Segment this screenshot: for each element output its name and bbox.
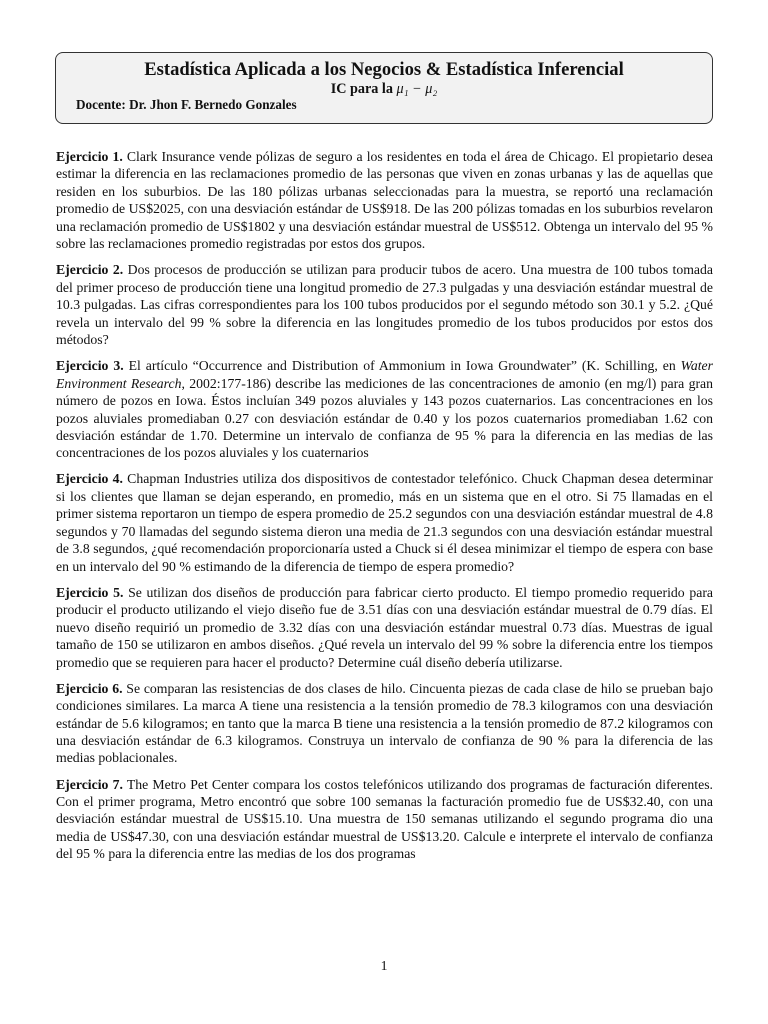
exercise-text: Chapman Industries utiliza dos dispositivos de contestador telefónico. Chuck Chapman desea determinar si los clientes que llaman se dejan esperando, en promedio, más en un sistema que en el otro. Si 75 llamadas en el primer sistema reportaron un tiempo de espera promedio de 25.2 segundos con una desviación estándar muestral de 4.8 segundos y 70 llamadas del segundo sistema dieron una media de 21.3 segundos con una desviación estándar muestral de 3.8 segundos, ¿qué recomendación proporcionaría usted a Chuck si él desea minimizar el tiempo de espera con base en un intervalo del 90 % estimando de la diferencia de tiempo de espera promedio?: [56, 471, 714, 574]
subtitle: [56, 81, 712, 97]
exercise-label: Ejercicio 7.: [56, 776, 123, 792]
exercise-label: Ejercicio 3.: [56, 358, 124, 374]
exercise-label: Ejercicio 4.: [56, 471, 123, 487]
exercise-text: Se comparan las resistencias de dos clases de hilo. Cincuenta piezas de cada clase de hilo se prueban bajo condiciones similares. La marca A tiene una resistencia a la tensión promedio de 78.3 kilogramos con una desviación estándar de 5.6 kilogramos; en tanto que la marca B tiene una resistencia a la tensión promedio de 87.2 kilogramos con una desviación estándar de 6.3 kilogramos. Construya un intervalo de confianza de 90 % para la diferencia de las medias poblacionales.: [56, 680, 713, 766]
course-title: Estadística Aplicada a los Negocios & Estadística Inferencial: [144, 59, 624, 80]
header-box: [55, 52, 713, 124]
exercise-7: [56, 776, 713, 863]
journal-name: Water Environment Research: [56, 358, 714, 391]
exercise-text: Clark Insurance vende pólizas de seguro a los residentes en toda el área de Chicago. El propietario desea estimar la diferencia en las reclamaciones promedio de las personas que viven en zonas urbanas y las de aquellas que residen en los suburbios. De las 180 pólizas urbanas seleccionadas para la muestra, se reportó una reclamación promedio de US$2025, con una desviación estándar de US$918. De las 200 pólizas tomadas en los suburbios revelaron una reclamación promedio de US$1802 y una desviación estándar muestral de US$512. Obtenga un intervalo del 95 % sobre las reclamaciones promedio registradas por estos dos grupos.: [56, 149, 714, 252]
exercise-3: [56, 357, 713, 462]
exercise-label: Ejercicio 5.: [56, 584, 124, 600]
exercise-text: The Metro Pet Center compara los costos telefónicos utilizando dos programas de facturación diferentes. Con el primer programa, Metro encontró que sobre 100 semanas la facturación promedio fue de US$32.40, con una desviación estándar muestral de US$15.10. Una muestra de 150 semanas utilizando el segundo programa dio una media de US$47.30, con una desviación estándar muestral de US$13.20. Calcule e interprete el intervalo de confianza del 95 % para la diferencia entre las medias de los dos programas: [56, 776, 713, 862]
exercise-label: Ejercicio 6.: [56, 680, 123, 696]
exercise-2: [56, 261, 713, 348]
exercise-text: El artículo “Occurrence and Distribution of Ammonium in Iowa Groundwater” (K. Schilling, en: [128, 358, 681, 374]
exercise-list: [56, 148, 713, 871]
exercise-label: Ejercicio 2.: [56, 262, 124, 278]
exercise-text: Se utilizan dos diseños de producción para fabricar cierto producto. El tiempo promedio requerido para producir el producto utilizando el viejo diseño fue de 3.51 días con una desviación estándar muestral de 0.79 días. El nuevo diseño requirió un promedio de 3.32 días con una desviación estándar muestral 0.73 días. Muestras de igual tamaño de 150 se utilizaron en ambos diseños. ¿Qué revela un intervalo del 99 % sobre la diferencia entre los tiempos promedio que se requieren para hacer el producto? Determine cuál diseño debería utilizarse.: [56, 584, 713, 670]
exercise-4: [56, 470, 713, 575]
exercise-label: Ejercicio 1.: [56, 149, 123, 164]
exercise-5: [56, 584, 713, 671]
exercise-6: [56, 680, 713, 767]
teacher-line: Docente: Dr. Jhon F. Bernedo Gonzales: [76, 97, 297, 112]
page-number: 1: [380, 958, 388, 973]
subtitle-math: μ₁ − μ₂: [396, 81, 438, 97]
exercise-text: Dos procesos de producción se utilizan para producir tubos de acero. Una muestra de 100 tubos tomada del primer proceso de producción tiene una longitud promedio de 27.3 pulgadas y una desviación estándar muestral de 10.3 pulgadas. Las cifras correspondientes para los 100 tubos producidos por el segundo método son 30.1 y 5.2. ¿Qué revela un intervalo del 99 % sobre la diferencia en las longitudes promedio de los tubos producidos por estos dos métodos?: [56, 262, 714, 348]
exercise-1: [56, 148, 713, 253]
subtitle-prefix: IC para la: [330, 81, 393, 97]
exercise-text-continued: , 2002:177-186) describe las mediciones de las concentraciones de amonio (en mg/l) para gran número de pozos en Iowa. Éstos incluían 349 pozos aluviales y 143 pozos cuaternarios. Las concentraciones en los pozos aluviales promediaban 0.27 con desviación estándar de 0.40 y los pozos cuaternarios promediaban 1.62 con desviación estándar de 1.70. Determine un intervalo de confianza de 95 % para la diferencia en las medias de las concentraciones de los pozos aluviales y los cuaternarios: [56, 375, 714, 461]
